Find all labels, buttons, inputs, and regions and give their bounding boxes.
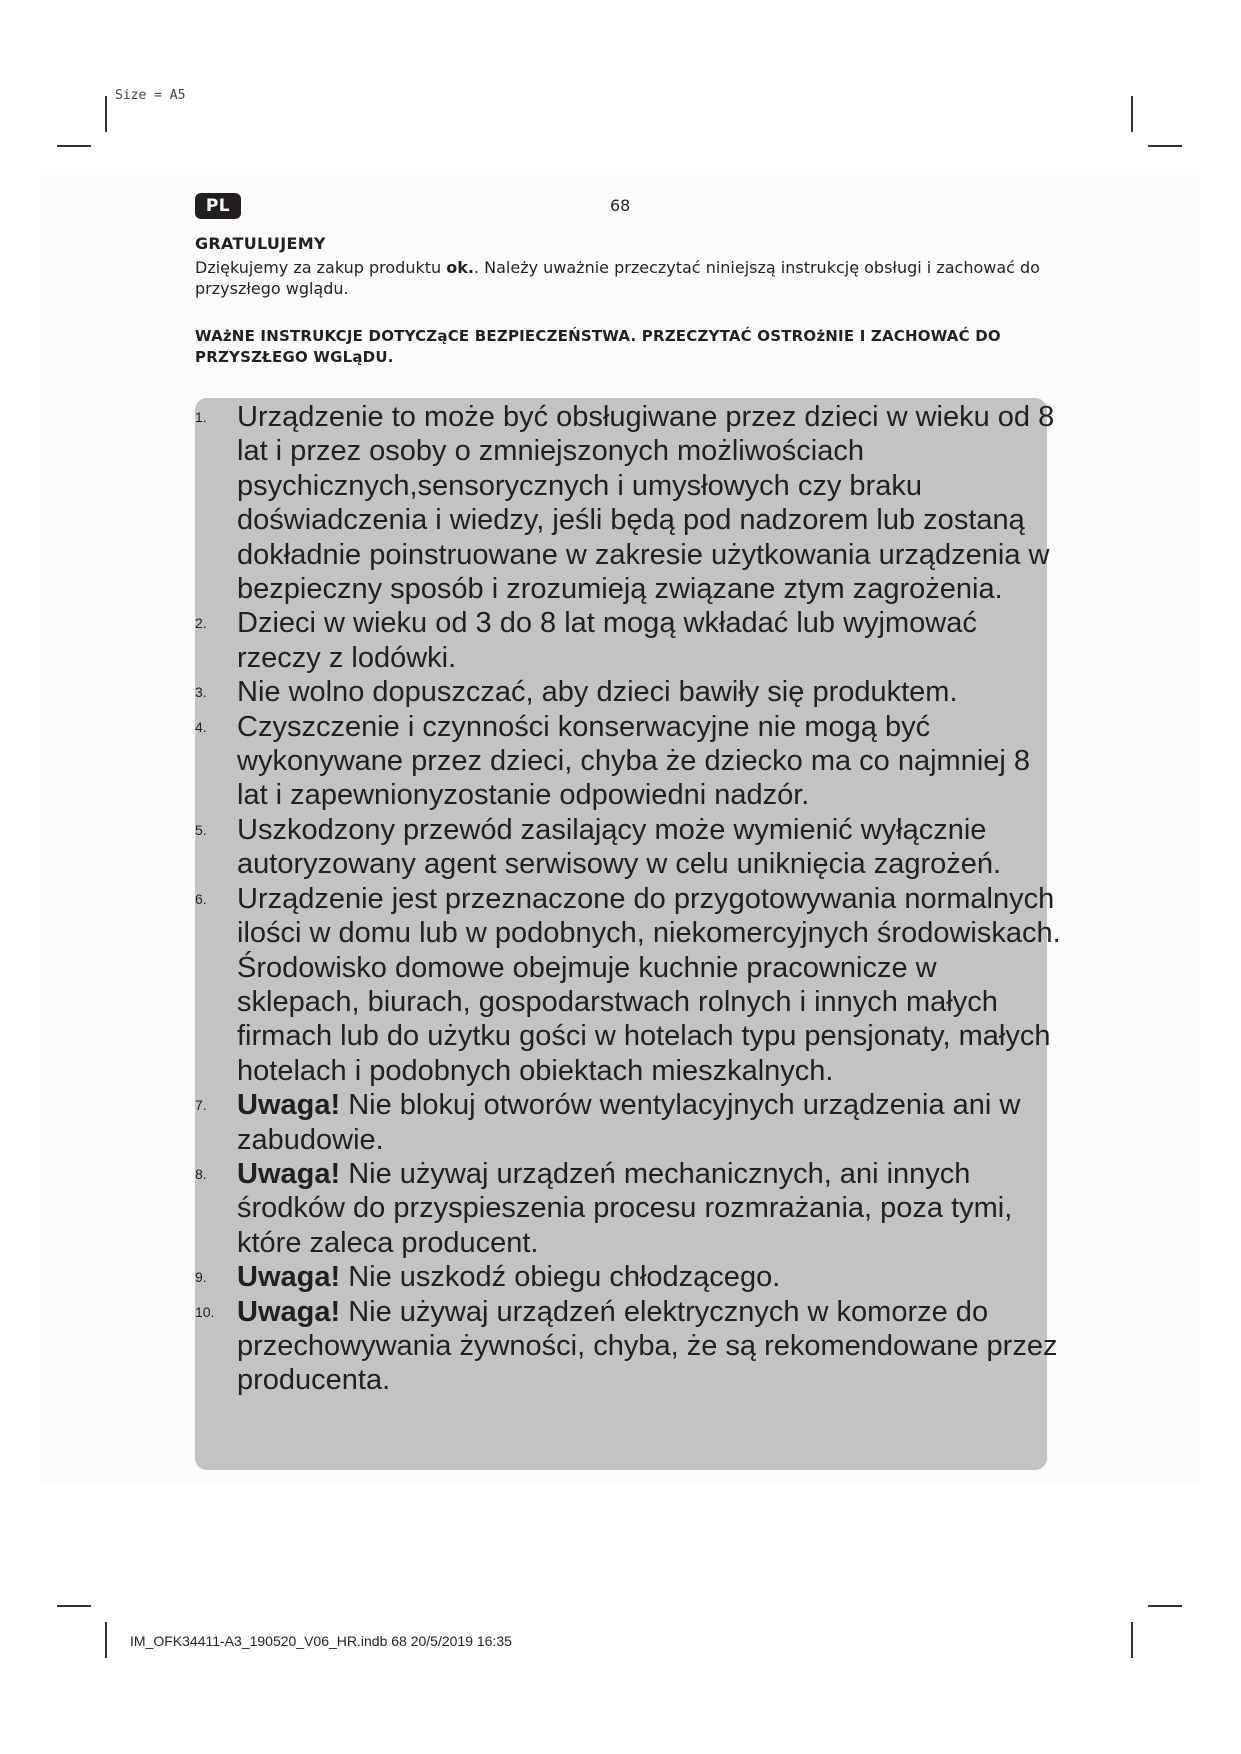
warning-label: Uwaga! (237, 1261, 341, 1294)
crop-mark-bottom-left-h (57, 1605, 91, 1607)
safety-item-text (237, 676, 958, 708)
safety-item-body: Nie uszkodź obiegu chłodzącego. (340, 1261, 781, 1294)
safety-item (195, 675, 1065, 709)
congrats-title: GRATULUJEMY (195, 234, 326, 253)
safety-heading: WAżNE INSTRUKCJE DOTYCZąCE BEZPIECZEŃSTWA. PRZECZYTAĆ OSTROżNIE I ZACHOWAĆ DO PRZYSZŁEGO WGLąDU. (195, 327, 1001, 366)
safety-item (195, 813, 1065, 882)
safety-item-number: 8. (195, 1165, 207, 1182)
safety-item-number: 5. (195, 821, 207, 838)
safety-instructions-box (195, 398, 1061, 1470)
safety-item-body: Czyszczenie i czynności konserwacyjne nie mogą być wykonywane przez dzieci, chyba że dziecko ma co najmniej 8 lat i zapewnionyzostanie odpowiedni nadzór. (237, 710, 1031, 812)
size-label: Size = A5 (115, 88, 186, 103)
safety-item-number: 3. (195, 684, 207, 701)
safety-item (195, 606, 1065, 675)
safety-item (195, 1260, 1065, 1294)
safety-item (195, 1088, 1065, 1157)
safety-item (195, 710, 1065, 813)
safety-item (195, 400, 1065, 606)
safety-item-number: 4. (195, 718, 207, 735)
crop-mark-top-right-v (1131, 96, 1133, 132)
intro-after: . Należy uważnie przeczytać niniejszą instrukcję obsługi i zachować do przyszłego wglądu. (195, 258, 1040, 298)
footer-file-info: IM_OFK34411-A3_190520_V06_HR.indb 68 20/5/2019 16:35 (130, 1633, 512, 1649)
safety-item-text (237, 1261, 780, 1293)
safety-item-body: Urządzenie jest przeznaczone do przygotowywania normalnych ilości w domu lub w podobnych, niekomercyjnych środowiskach. Środowisko domowe obejmuje kuchnie pracownicze w sklepach, biurach, gospodarstwach rolnych i innych małych firmach lub do użytku gości w hotelach typu pensjonaty, małych hotelach i podobnych obiektach mieszkalnych. (237, 882, 1061, 1087)
safety-item-number: 6. (195, 890, 207, 907)
safety-item-number: 2. (195, 615, 207, 632)
safety-item-text (237, 1089, 1020, 1155)
safety-item-text (237, 1296, 1057, 1397)
intro-before: Dziękujemy za zakup produktu (195, 258, 447, 277)
crop-mark-bottom-right-v (1131, 1622, 1133, 1658)
safety-item-number: 9. (195, 1269, 207, 1286)
safety-item-body: Uszkodzony przewód zasilający może wymienić wyłącznie autoryzowany agent serwisowy w celu uniknięcia zagrożeń. (237, 813, 1002, 881)
safety-item (195, 1295, 1065, 1398)
intro-brand: ok. (446, 258, 474, 277)
safety-item-text (237, 607, 977, 673)
safety-item-body: Dzieci w wieku od 3 do 8 lat mogą wkładać lub wyjmować rzeczy z lodówki. (237, 607, 977, 674)
safety-item (195, 1157, 1065, 1260)
safety-item-body: Nie używaj urządzeń elektrycznych w komorze do przechowywania żywności, chyba, że są rekomendowane przez producenta. (237, 1295, 1058, 1397)
safety-item-body: Nie używaj urządzeń mechanicznych, ani innych środków do przyspieszenia procesu rozmrażania, poza tymi, które zaleca producent. (237, 1157, 1013, 1259)
safety-item-body: Nie blokuj otworów wentylacyjnych urządzenia ani w zabudowie. (237, 1089, 1021, 1156)
safety-list (195, 400, 1065, 1398)
crop-mark-bottom-left-v (105, 1622, 107, 1658)
warning-label: Uwaga! (237, 1157, 341, 1190)
crop-mark-top-right-h (1148, 145, 1182, 147)
warning-label: Uwaga! (237, 1295, 341, 1328)
page-number: 68 (610, 196, 631, 215)
language-badge: PL (195, 193, 241, 219)
safety-item-number: 10. (195, 1303, 215, 1320)
warning-label: Uwaga! (237, 1089, 341, 1122)
safety-item-body: Urządzenie to może być obsługiwane przez dzieci w wieku od 8 lat i przez osoby o zmniejszonych możliwościach psychicznych,sensorycznych i umysłowych czy braku doświadczenia i wiedzy, jeśli będą pod nadzorem lub zostaną dokładnie poinstruowane w zakresie użytkowania urządzenia w bezpieczny sposób i zrozumieją związane ztym zagrożenia. (237, 401, 1055, 606)
safety-item-text (237, 814, 1001, 880)
safety-item (195, 882, 1065, 1088)
safety-item-text (237, 401, 1054, 605)
crop-mark-bottom-right-h (1148, 1605, 1182, 1607)
crop-mark-top-left-h (57, 145, 91, 147)
crop-mark-top-left-v (105, 96, 107, 132)
safety-item-text (237, 883, 1061, 1087)
safety-item-text (237, 1158, 1012, 1259)
intro-paragraph (195, 257, 1045, 299)
safety-item-body: Nie wolno dopuszczać, aby dzieci bawiły się produktem. (237, 676, 958, 709)
safety-item-text (237, 711, 1030, 812)
safety-item-number: 1. (195, 409, 207, 425)
safety-item-number: 7. (195, 1097, 207, 1114)
